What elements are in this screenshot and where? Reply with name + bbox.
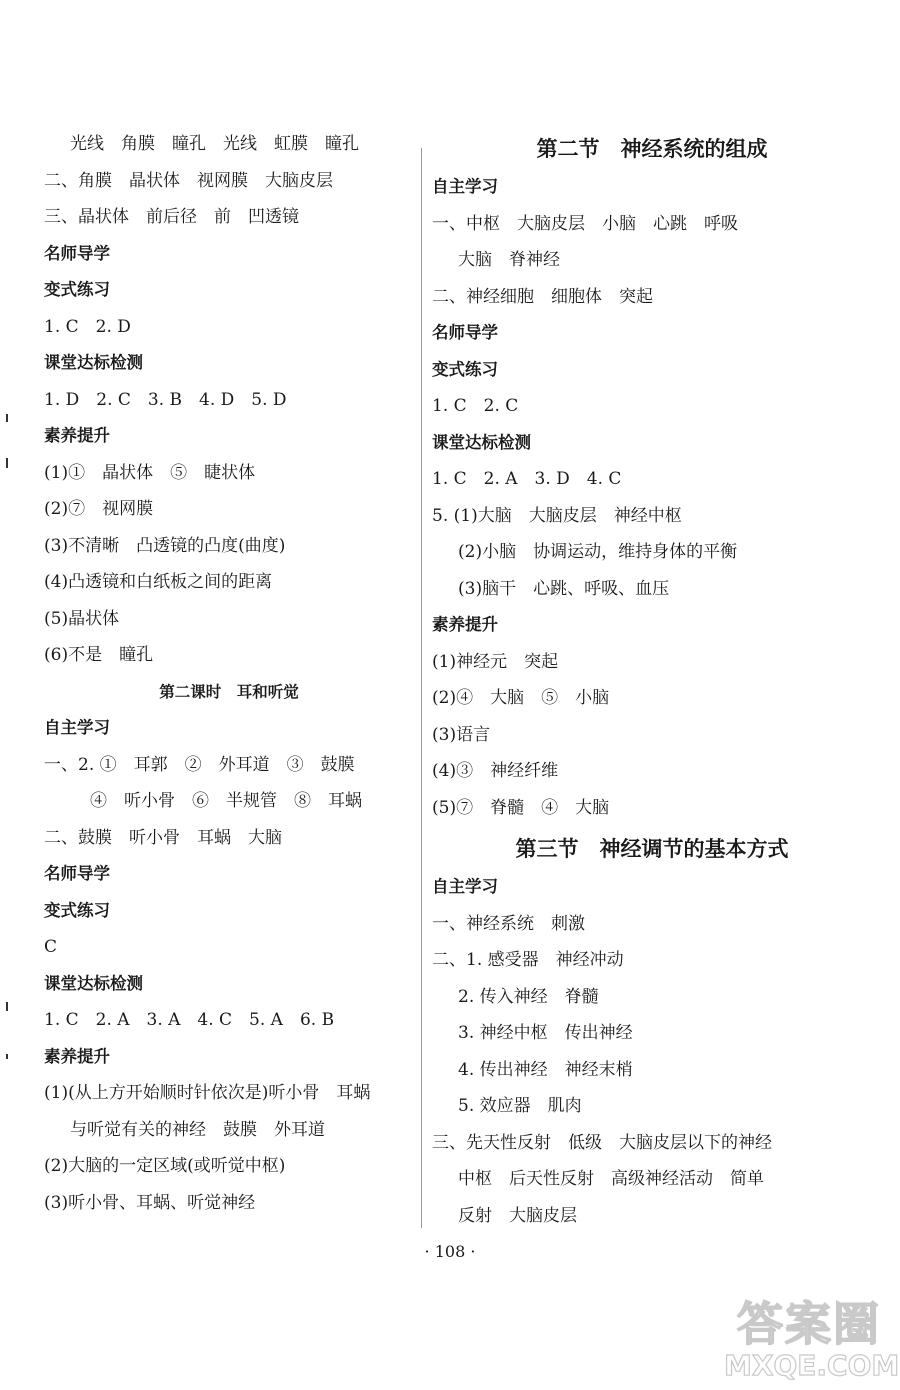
left-column (44, 126, 414, 1221)
left-section-heading: 课堂达标检测 (44, 353, 143, 372)
right-line: (3)脑干 心跳、呼吸、血压 (458, 578, 670, 599)
left-line: ④ 听小骨 ⑥ 半规管 ⑧ 耳蜗 (90, 791, 362, 811)
left-section-heading: 素养提升 (44, 1046, 110, 1066)
margin-mark (6, 458, 8, 468)
right-line: 2. 传入神经 脊髓 (458, 986, 599, 1007)
right-section-heading: 自主学习 (432, 177, 498, 196)
left-lesson-title: 第二课时 耳和听觉 (159, 682, 299, 701)
left-line: 二、鼓膜 听小骨 耳蜗 大脑 (44, 827, 282, 848)
right-line: 3. 神经中枢 传出神经 (458, 1023, 633, 1043)
right-line: (4)③ 神经纤维 (432, 761, 559, 781)
left-line: 二、角膜 晶状体 视网膜 大脑皮层 (44, 170, 333, 191)
watermark-sub-text: MXQE.COM (724, 1349, 900, 1382)
left-line: 1. D 2. C 3. B 4. D 5. D (44, 389, 287, 410)
left-line: (5)晶状体 (44, 608, 120, 629)
page-number: · 108 · (424, 1242, 476, 1261)
right-section-heading: 变式练习 (432, 359, 498, 379)
left-line: 光线 角膜 瞳孔 光线 虹膜 瞳孔 (70, 134, 359, 154)
watermark-logo (724, 1296, 900, 1386)
left-line: (1)(从上方开始顺时针依次是)听小骨 耳蜗 (44, 1083, 371, 1103)
right-line: (1)神经元 突起 (432, 651, 559, 672)
right-section-title: 第三节 神经调节的基本方式 (515, 837, 789, 861)
left-section-heading: 课堂达标检测 (44, 973, 143, 993)
left-line: 三、晶状体 前后径 前 凹透镜 (44, 207, 299, 227)
margin-mark (6, 1002, 8, 1011)
left-line: (4)凸透镜和白纸板之间的距离 (44, 572, 273, 592)
left-section-heading: 变式练习 (44, 280, 110, 299)
right-section-heading: 课堂达标检测 (432, 432, 531, 452)
left-line: (3)不清晰 凸透镜的凸度(曲度) (44, 535, 286, 556)
right-line: 反射 大脑皮层 (458, 1205, 577, 1226)
right-column (432, 126, 872, 1234)
left-section-heading: 自主学习 (44, 718, 110, 737)
right-section-heading: 自主学习 (432, 877, 498, 896)
right-section-title: 第二节 神经系统的组成 (536, 137, 768, 161)
left-section-heading: 素养提升 (44, 426, 110, 445)
right-line: 4. 传出神经 神经末梢 (458, 1059, 633, 1080)
left-line: C (44, 937, 58, 957)
left-line: (2)⑦ 视网膜 (44, 499, 154, 519)
left-line: 与听觉有关的神经 鼓膜 外耳道 (70, 1119, 325, 1140)
left-line: (2)大脑的一定区域(或听觉中枢) (44, 1156, 286, 1176)
right-line: 一、神经系统 刺激 (432, 913, 585, 934)
left-section-heading: 变式练习 (44, 900, 110, 920)
right-line: 二、1. 感受器 神经冲动 (432, 950, 624, 970)
watermark-main-text: 答案圈 (737, 1297, 881, 1351)
right-line: 一、中枢 大脑皮层 小脑 心跳 呼吸 (432, 213, 738, 234)
left-section-heading: 名师导学 (44, 864, 110, 883)
right-section-heading: 名师导学 (432, 323, 498, 342)
column-divider (421, 148, 422, 1228)
left-line: (6)不是 瞳孔 (44, 645, 154, 665)
left-line: 一、2. ① 耳郭 ② 外耳道 ③ 鼓膜 (44, 754, 355, 775)
right-line: 5. 效应器 肌肉 (458, 1096, 582, 1116)
left-line: 1. C 2. D (44, 316, 131, 337)
left-section-heading: 名师导学 (44, 243, 110, 263)
left-line: (3)听小骨、耳蜗、听觉神经 (44, 1192, 256, 1213)
left-line: 1. C 2. A 3. A 4. C 5. A 6. B (44, 1010, 335, 1030)
margin-mark (6, 414, 8, 422)
right-section-heading: 素养提升 (432, 615, 498, 634)
margin-mark (6, 1054, 8, 1059)
right-line: (2)小脑 协调运动，维持身体的平衡 (458, 542, 738, 562)
right-line: 5. (1)大脑 大脑皮层 神经中枢 (432, 505, 682, 526)
right-line: 1. C 2. A 3. D 4. C (432, 469, 622, 489)
right-line: 中枢 后天性反射 高级神经活动 简单 (458, 1169, 764, 1189)
left-line: (1)① 晶状体 ⑤ 睫状体 (44, 462, 256, 483)
right-line: 大脑 脊神经 (458, 250, 560, 270)
right-line: (5)⑦ 脊髓 ④ 大脑 (432, 797, 610, 818)
right-line: 二、神经细胞 细胞体 突起 (432, 286, 653, 307)
right-line: (3)语言 (432, 724, 491, 745)
right-line: (2)④ 大脑 ⑤ 小脑 (432, 688, 610, 708)
right-line: 1. C 2. C (432, 396, 519, 416)
right-line: 三、先天性反射 低级 大脑皮层以下的神经 (432, 1132, 772, 1153)
